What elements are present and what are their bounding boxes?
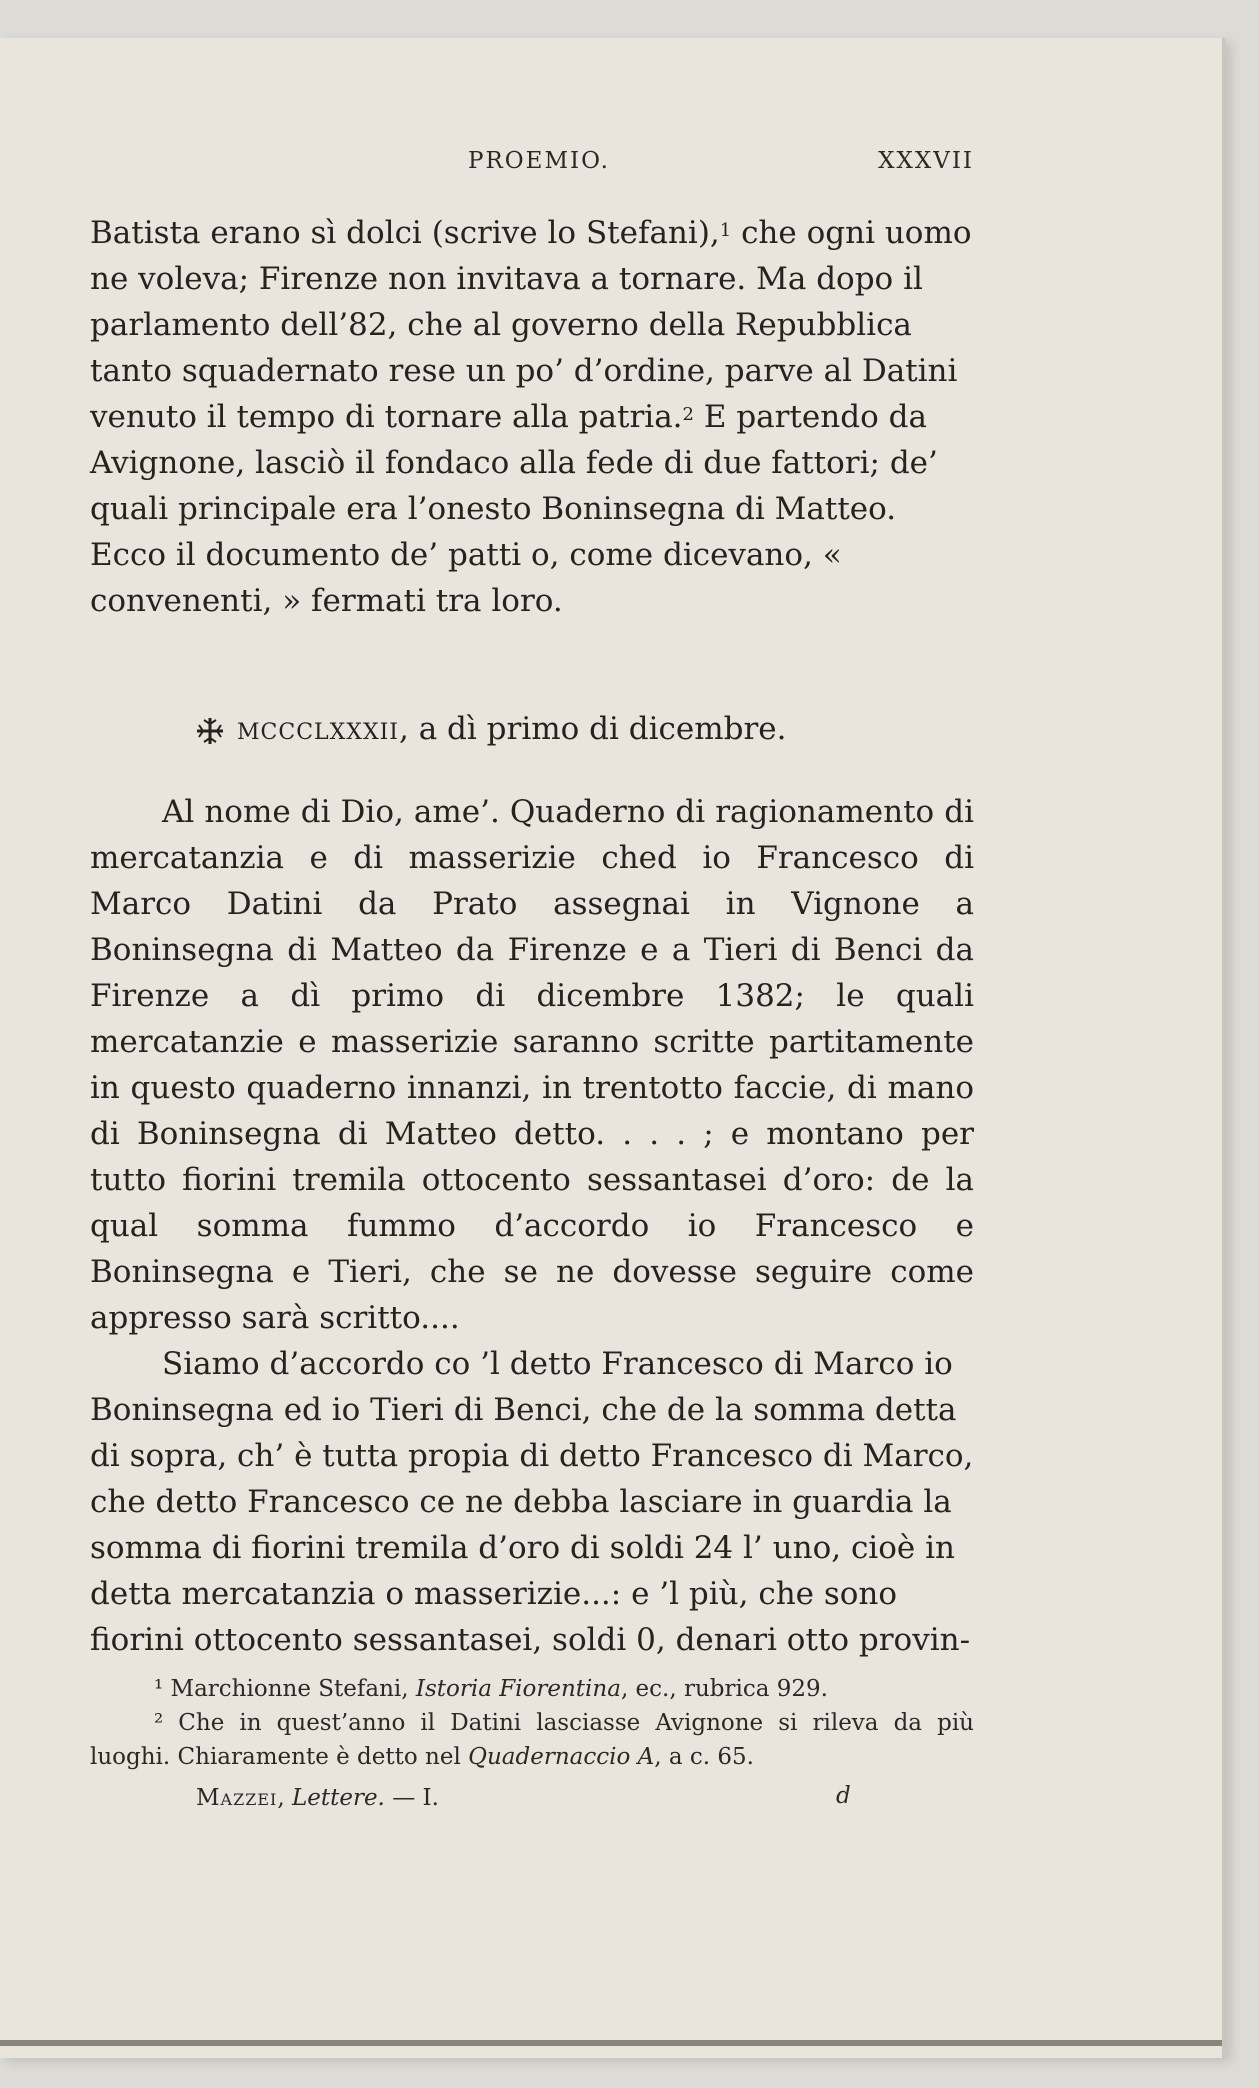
date-rest: , a dì primo di dicembre. <box>399 711 787 747</box>
footnote-2-mark: ² <box>154 1710 164 1736</box>
document-date-line <box>195 706 975 752</box>
footnote-1-title: Istoria Fiorentina <box>415 1676 621 1702</box>
quoted-document <box>90 789 974 1663</box>
printer-signature: Mazzei, Lettere. — I. d <box>196 1783 851 1811</box>
footnote-2-title: Quadernaccio A <box>468 1744 655 1770</box>
signature-author: Mazzei <box>196 1785 278 1811</box>
signature-volume: — I. <box>392 1785 439 1811</box>
intro-text-2: che ogni uomo ne voleva; Firenze non invitava a tornare. Ma dopo il parlamento dell’82, che al governo della Repubblica tanto squadernato rese un po’ d’ordine, parve al Datini venuto il tempo di tornare alla patria. <box>90 215 972 435</box>
footnote-ref-1: 1 <box>719 220 732 241</box>
running-header <box>90 148 974 178</box>
signature-title: Lettere. <box>291 1785 385 1811</box>
page-number: XXXVII <box>878 148 974 174</box>
quote-paragraph-2: Siamo d’accordo co ’l detto Francesco di Marco io Boninsegna ed io Tieri di Benci, che de la somma detta di sopra, ch’ è tutta propia di detto Francesco di Marco, che detto Francesco ce ne debba lasciare in guardia la somma di fiorini tremila d’oro di soldi 24 l’ uno, cioè in detta mercatanzia o masserizie...: e ’l più, che sono fiorini ottocento sessantasei, soldi 0, denari otto provin- <box>90 1346 974 1658</box>
intro-paragraph <box>90 210 974 624</box>
intro-text-1: Batista erano sì dolci (scrive lo Stefani), <box>90 215 720 251</box>
footnote-1-tail: , ec., rubrica 929. <box>620 1676 828 1702</box>
footnote-2-text: Che in quest’anno il Datini lasciasse Avignone si rileva da più luoghi. Chiaramente è detto nel <box>90 1710 974 1770</box>
header-section: PROEMIO. <box>468 148 610 174</box>
footnote-2 <box>90 1706 974 1774</box>
footnote-ref-2: 2 <box>682 404 694 425</box>
footnote-2-tail: , a c. 65. <box>654 1744 754 1770</box>
quote-paragraph-1: Al nome di Dio, ame’. Quaderno di ragionamento di mercatanzia e di masserizie ched io Francesco di Marco Datini da Prato assegnai in Vignone a Boninsegna di Matteo da Firenze e a Tieri di Benci da Firenze a dì primo di dicembre 1382; le quali mercatanzie e masserizie saranno scritte partitamente in questo quaderno innanzi, in trentotto faccie, di mano di Boninsegna di Matteo detto. . . . ; e montano per tutto fiorini tremila ottocento sessantasei d’oro: de la qual somma fummo d’accordo io Francesco e Boninsegna e Tieri, che se ne dovesse seguire come appresso sarà scritto.... <box>90 794 974 1336</box>
cross-icon <box>195 716 225 746</box>
footnote-1-mark: ¹ <box>154 1676 164 1702</box>
signature-letter: d <box>836 1783 851 1809</box>
footnote-1-text: Marchionne Stefani, <box>163 1676 416 1702</box>
page-edge-shadow <box>0 2040 1222 2046</box>
footnotes <box>90 1672 974 1774</box>
intro-text-3: E partendo da Avignone, lasciò il fondaco alla fede di due fattori; de’ quali principale era l’onesto Boninsegna di Matteo. Ecco il documento de’ patti o, come dicevano, « convenenti, » fermati tra loro. <box>90 399 938 619</box>
footnote-1 <box>90 1672 974 1706</box>
date-year: mccclxxxii <box>237 711 400 747</box>
